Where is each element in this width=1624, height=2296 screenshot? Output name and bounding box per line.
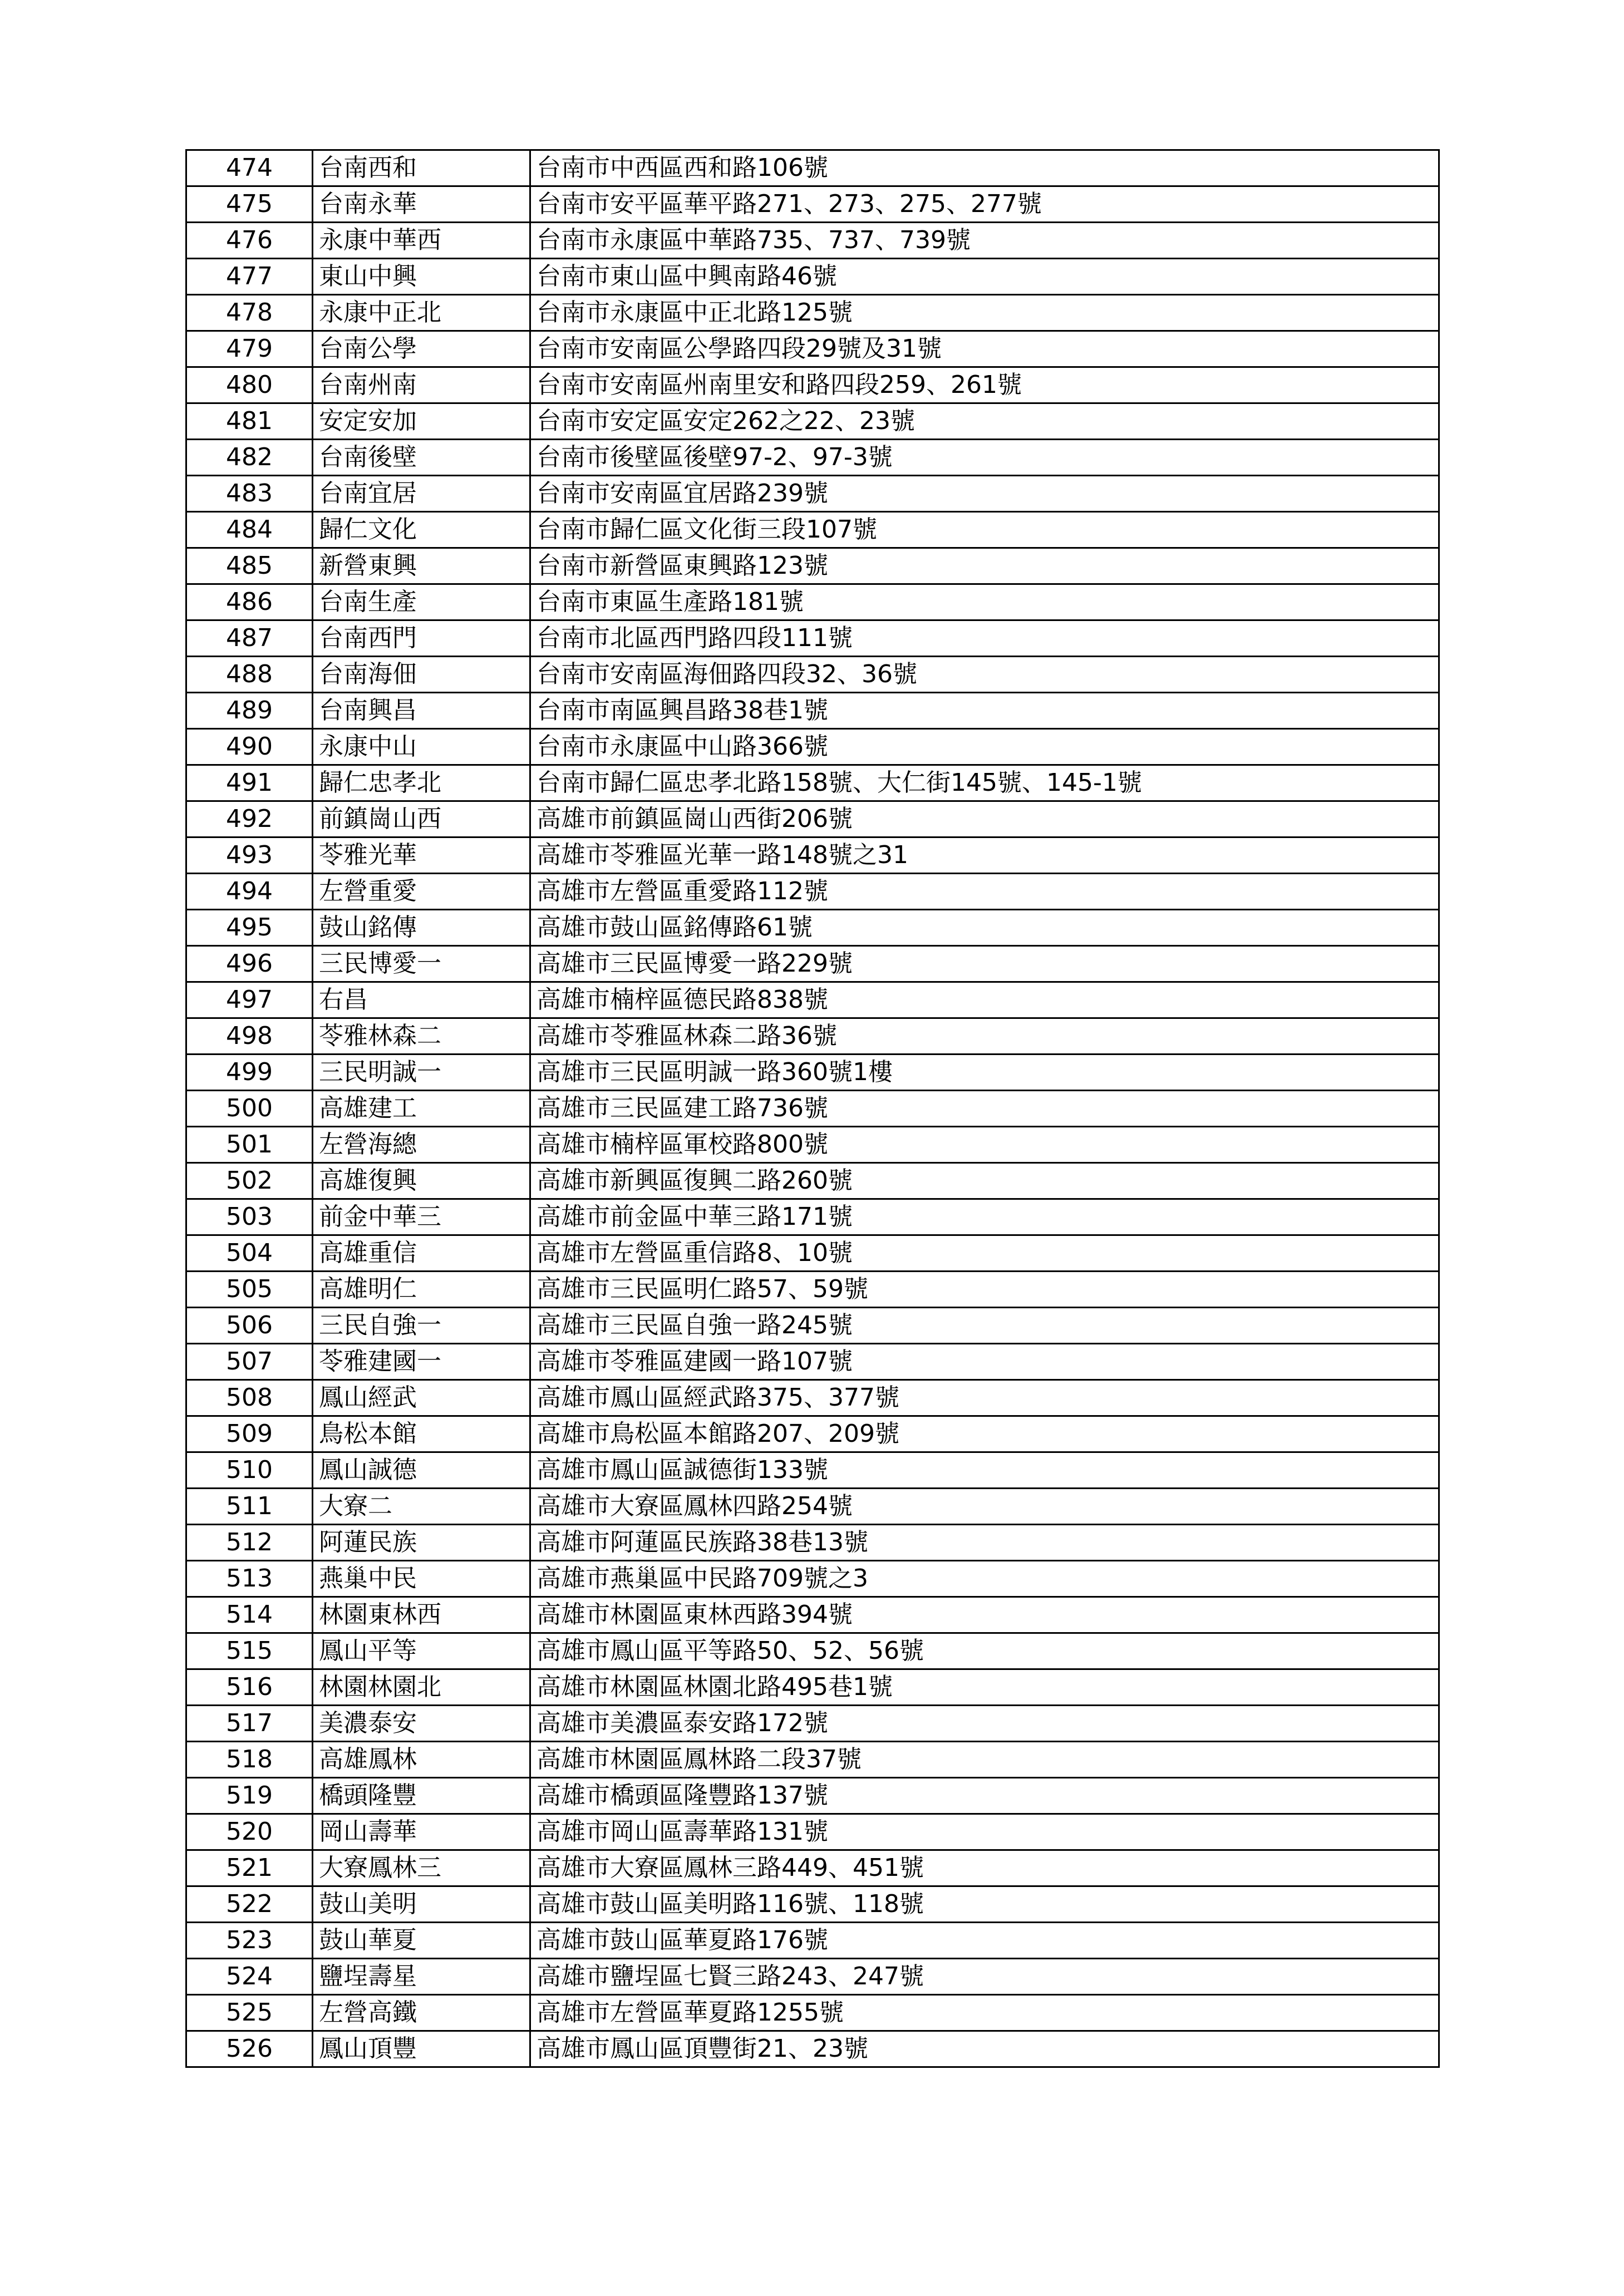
store-address-cell: 台南市北區西門路四段111號 bbox=[530, 620, 1439, 657]
table-row bbox=[186, 1706, 1439, 1742]
store-name-cell: 左營高鐵 bbox=[313, 1995, 530, 2031]
table-row bbox=[186, 1308, 1439, 1344]
store-name-cell: 大寮二 bbox=[313, 1489, 530, 1525]
row-number-cell: 481 bbox=[186, 403, 313, 440]
store-address-cell: 高雄市岡山區壽華路131號 bbox=[530, 1814, 1439, 1850]
store-name-cell: 高雄鳳林 bbox=[313, 1742, 530, 1778]
store-name-cell: 鳳山經武 bbox=[313, 1380, 530, 1416]
store-name-cell: 苓雅建國一 bbox=[313, 1344, 530, 1380]
table-row bbox=[186, 1055, 1439, 1091]
row-number-cell: 492 bbox=[186, 801, 313, 837]
store-name-cell: 台南州南 bbox=[313, 367, 530, 403]
store-name-cell: 鹽埕壽星 bbox=[313, 1959, 530, 1995]
table-row bbox=[186, 1199, 1439, 1235]
row-number-cell: 511 bbox=[186, 1489, 313, 1525]
table-row bbox=[186, 259, 1439, 295]
table-row bbox=[186, 2031, 1439, 2067]
row-number-cell: 501 bbox=[186, 1127, 313, 1163]
store-address-cell: 台南市中西區西和路106號 bbox=[530, 150, 1439, 186]
store-name-cell: 鼓山華夏 bbox=[313, 1923, 530, 1959]
row-number-cell: 517 bbox=[186, 1706, 313, 1742]
table-row bbox=[186, 1489, 1439, 1525]
table-row bbox=[186, 874, 1439, 910]
store-name-cell: 永康中山 bbox=[313, 729, 530, 765]
table-row bbox=[186, 729, 1439, 765]
table-row bbox=[186, 982, 1439, 1018]
store-name-cell: 燕巢中民 bbox=[313, 1561, 530, 1597]
store-address-cell: 高雄市左營區重信路8、10號 bbox=[530, 1235, 1439, 1272]
store-address-cell: 高雄市左營區華夏路1255號 bbox=[530, 1995, 1439, 2031]
table-row bbox=[186, 910, 1439, 946]
store-name-cell: 安定安加 bbox=[313, 403, 530, 440]
store-address-cell: 高雄市苓雅區林森二路36號 bbox=[530, 1018, 1439, 1055]
store-name-cell: 岡山壽華 bbox=[313, 1814, 530, 1850]
row-number-cell: 480 bbox=[186, 367, 313, 403]
store-address-cell: 高雄市三民區自強一路245號 bbox=[530, 1308, 1439, 1344]
row-number-cell: 489 bbox=[186, 693, 313, 729]
store-address-cell: 高雄市楠梓區軍校路800號 bbox=[530, 1127, 1439, 1163]
row-number-cell: 512 bbox=[186, 1525, 313, 1561]
table-row bbox=[186, 150, 1439, 186]
row-number-cell: 503 bbox=[186, 1199, 313, 1235]
table-row bbox=[186, 331, 1439, 367]
store-name-cell: 台南生產 bbox=[313, 584, 530, 620]
row-number-cell: 506 bbox=[186, 1308, 313, 1344]
store-name-cell: 台南西和 bbox=[313, 150, 530, 186]
store-name-cell: 左營海總 bbox=[313, 1127, 530, 1163]
table-row bbox=[186, 946, 1439, 982]
store-name-cell: 高雄明仁 bbox=[313, 1272, 530, 1308]
store-name-cell: 台南永華 bbox=[313, 186, 530, 223]
table-row bbox=[186, 403, 1439, 440]
table-row bbox=[186, 1018, 1439, 1055]
table-row bbox=[186, 620, 1439, 657]
table-row bbox=[186, 1850, 1439, 1886]
row-number-cell: 519 bbox=[186, 1778, 313, 1814]
table-row bbox=[186, 1380, 1439, 1416]
store-address-cell: 高雄市左營區重愛路112號 bbox=[530, 874, 1439, 910]
store-list-body bbox=[186, 150, 1439, 2067]
store-name-cell: 台南公學 bbox=[313, 331, 530, 367]
store-name-cell: 前金中華三 bbox=[313, 1199, 530, 1235]
table-row bbox=[186, 1633, 1439, 1669]
row-number-cell: 476 bbox=[186, 223, 313, 259]
store-name-cell: 右昌 bbox=[313, 982, 530, 1018]
table-row bbox=[186, 657, 1439, 693]
store-name-cell: 三民明誠一 bbox=[313, 1055, 530, 1091]
row-number-cell: 491 bbox=[186, 765, 313, 801]
table-row bbox=[186, 512, 1439, 548]
store-name-cell: 歸仁忠孝北 bbox=[313, 765, 530, 801]
store-address-cell: 高雄市楠梓區德民路838號 bbox=[530, 982, 1439, 1018]
store-list-table bbox=[185, 149, 1440, 2068]
table-row bbox=[186, 1923, 1439, 1959]
store-address-cell: 台南市永康區中華路735、737、739號 bbox=[530, 223, 1439, 259]
row-number-cell: 515 bbox=[186, 1633, 313, 1669]
row-number-cell: 496 bbox=[186, 946, 313, 982]
store-address-cell: 高雄市新興區復興二路260號 bbox=[530, 1163, 1439, 1199]
store-address-cell: 高雄市鳳山區頂豐街21、23號 bbox=[530, 2031, 1439, 2067]
store-address-cell: 台南市安南區公學路四段29號及31號 bbox=[530, 331, 1439, 367]
store-name-cell: 林園林園北 bbox=[313, 1669, 530, 1706]
store-address-cell: 台南市東山區中興南路46號 bbox=[530, 259, 1439, 295]
store-address-cell: 高雄市橋頭區隆豐路137號 bbox=[530, 1778, 1439, 1814]
row-number-cell: 498 bbox=[186, 1018, 313, 1055]
store-name-cell: 永康中正北 bbox=[313, 295, 530, 331]
store-name-cell: 永康中華西 bbox=[313, 223, 530, 259]
table-row bbox=[186, 1778, 1439, 1814]
table-row bbox=[186, 1597, 1439, 1633]
store-address-cell: 高雄市林園區林園北路495巷1號 bbox=[530, 1669, 1439, 1706]
table-row bbox=[186, 1452, 1439, 1489]
row-number-cell: 490 bbox=[186, 729, 313, 765]
store-name-cell: 林園東林西 bbox=[313, 1597, 530, 1633]
row-number-cell: 487 bbox=[186, 620, 313, 657]
table-row bbox=[186, 1814, 1439, 1850]
row-number-cell: 500 bbox=[186, 1091, 313, 1127]
store-address-cell: 台南市安平區華平路271、273、275、277號 bbox=[530, 186, 1439, 223]
store-address-cell: 高雄市鳳山區平等路50、52、56號 bbox=[530, 1633, 1439, 1669]
row-number-cell: 502 bbox=[186, 1163, 313, 1199]
row-number-cell: 495 bbox=[186, 910, 313, 946]
store-address-cell: 高雄市鼓山區銘傳路61號 bbox=[530, 910, 1439, 946]
store-address-cell: 台南市永康區中山路366號 bbox=[530, 729, 1439, 765]
store-address-cell: 高雄市大寮區鳳林三路449、451號 bbox=[530, 1850, 1439, 1886]
row-number-cell: 523 bbox=[186, 1923, 313, 1959]
row-number-cell: 505 bbox=[186, 1272, 313, 1308]
store-address-cell: 台南市歸仁區文化街三段107號 bbox=[530, 512, 1439, 548]
table-row bbox=[186, 1127, 1439, 1163]
store-name-cell: 鳳山平等 bbox=[313, 1633, 530, 1669]
store-address-cell: 台南市後壁區後壁97-2、97-3號 bbox=[530, 440, 1439, 476]
table-row bbox=[186, 693, 1439, 729]
store-address-cell: 台南市安南區州南里安和路四段259、261號 bbox=[530, 367, 1439, 403]
row-number-cell: 507 bbox=[186, 1344, 313, 1380]
store-address-cell: 高雄市前鎮區崗山西街206號 bbox=[530, 801, 1439, 837]
store-address-cell: 高雄市燕巢區中民路709號之3 bbox=[530, 1561, 1439, 1597]
store-name-cell: 高雄復興 bbox=[313, 1163, 530, 1199]
store-address-cell: 高雄市三民區明仁路57、59號 bbox=[530, 1272, 1439, 1308]
store-address-cell: 台南市安南區海佃路四段32、36號 bbox=[530, 657, 1439, 693]
table-row bbox=[186, 1272, 1439, 1308]
row-number-cell: 499 bbox=[186, 1055, 313, 1091]
store-list-table-wrapper bbox=[185, 149, 1440, 2068]
row-number-cell: 478 bbox=[186, 295, 313, 331]
store-address-cell: 台南市歸仁區忠孝北路158號、大仁街145號、145-1號 bbox=[530, 765, 1439, 801]
row-number-cell: 524 bbox=[186, 1959, 313, 1995]
store-address-cell: 台南市南區興昌路38巷1號 bbox=[530, 693, 1439, 729]
row-number-cell: 486 bbox=[186, 584, 313, 620]
row-number-cell: 504 bbox=[186, 1235, 313, 1272]
table-row bbox=[186, 1959, 1439, 1995]
store-name-cell: 三民博愛一 bbox=[313, 946, 530, 982]
store-address-cell: 台南市永康區中正北路125號 bbox=[530, 295, 1439, 331]
table-row bbox=[186, 1886, 1439, 1923]
store-address-cell: 高雄市鳳山區經武路375、377號 bbox=[530, 1380, 1439, 1416]
store-address-cell: 高雄市大寮區鳳林四路254號 bbox=[530, 1489, 1439, 1525]
row-number-cell: 497 bbox=[186, 982, 313, 1018]
table-row bbox=[186, 295, 1439, 331]
store-address-cell: 高雄市鼓山區華夏路176號 bbox=[530, 1923, 1439, 1959]
store-name-cell: 台南海佃 bbox=[313, 657, 530, 693]
store-address-cell: 高雄市鳥松區本館路207、209號 bbox=[530, 1416, 1439, 1452]
store-name-cell: 新營東興 bbox=[313, 548, 530, 584]
row-number-cell: 484 bbox=[186, 512, 313, 548]
row-number-cell: 513 bbox=[186, 1561, 313, 1597]
store-name-cell: 台南後壁 bbox=[313, 440, 530, 476]
store-name-cell: 前鎮崗山西 bbox=[313, 801, 530, 837]
table-row bbox=[186, 440, 1439, 476]
store-name-cell: 台南西門 bbox=[313, 620, 530, 657]
row-number-cell: 477 bbox=[186, 259, 313, 295]
store-address-cell: 台南市安定區安定262之22、23號 bbox=[530, 403, 1439, 440]
store-address-cell: 高雄市阿蓮區民族路38巷13號 bbox=[530, 1525, 1439, 1561]
store-address-cell: 高雄市三民區明誠一路360號1樓 bbox=[530, 1055, 1439, 1091]
row-number-cell: 475 bbox=[186, 186, 313, 223]
store-name-cell: 台南興昌 bbox=[313, 693, 530, 729]
table-row bbox=[186, 1561, 1439, 1597]
table-row bbox=[186, 584, 1439, 620]
row-number-cell: 494 bbox=[186, 874, 313, 910]
store-name-cell: 左營重愛 bbox=[313, 874, 530, 910]
store-address-cell: 高雄市苓雅區建國一路107號 bbox=[530, 1344, 1439, 1380]
store-address-cell: 高雄市苓雅區光華一路148號之31 bbox=[530, 837, 1439, 874]
store-name-cell: 橋頭隆豐 bbox=[313, 1778, 530, 1814]
store-address-cell: 高雄市鹽埕區七賢三路243、247號 bbox=[530, 1959, 1439, 1995]
row-number-cell: 510 bbox=[186, 1452, 313, 1489]
store-name-cell: 美濃泰安 bbox=[313, 1706, 530, 1742]
table-row bbox=[186, 1091, 1439, 1127]
table-row bbox=[186, 476, 1439, 512]
store-address-cell: 台南市東區生產路181號 bbox=[530, 584, 1439, 620]
store-address-cell: 高雄市三民區博愛一路229號 bbox=[530, 946, 1439, 982]
table-row bbox=[186, 548, 1439, 584]
store-name-cell: 高雄重信 bbox=[313, 1235, 530, 1272]
store-address-cell: 高雄市林園區東林西路394號 bbox=[530, 1597, 1439, 1633]
table-row bbox=[186, 186, 1439, 223]
table-row bbox=[186, 1995, 1439, 2031]
row-number-cell: 474 bbox=[186, 150, 313, 186]
store-address-cell: 高雄市鳳山區誠德街133號 bbox=[530, 1452, 1439, 1489]
store-name-cell: 苓雅光華 bbox=[313, 837, 530, 874]
row-number-cell: 508 bbox=[186, 1380, 313, 1416]
row-number-cell: 485 bbox=[186, 548, 313, 584]
table-row bbox=[186, 367, 1439, 403]
row-number-cell: 526 bbox=[186, 2031, 313, 2067]
store-name-cell: 鳥松本館 bbox=[313, 1416, 530, 1452]
table-row bbox=[186, 765, 1439, 801]
table-row bbox=[186, 1669, 1439, 1706]
store-name-cell: 歸仁文化 bbox=[313, 512, 530, 548]
row-number-cell: 521 bbox=[186, 1850, 313, 1886]
store-name-cell: 高雄建工 bbox=[313, 1091, 530, 1127]
store-name-cell: 三民自強一 bbox=[313, 1308, 530, 1344]
store-name-cell: 鳳山誠德 bbox=[313, 1452, 530, 1489]
table-row bbox=[186, 1416, 1439, 1452]
row-number-cell: 514 bbox=[186, 1597, 313, 1633]
row-number-cell: 518 bbox=[186, 1742, 313, 1778]
store-name-cell: 阿蓮民族 bbox=[313, 1525, 530, 1561]
store-name-cell: 苓雅林森二 bbox=[313, 1018, 530, 1055]
row-number-cell: 522 bbox=[186, 1886, 313, 1923]
table-row bbox=[186, 1525, 1439, 1561]
store-name-cell: 鳳山頂豐 bbox=[313, 2031, 530, 2067]
table-row bbox=[186, 1344, 1439, 1380]
row-number-cell: 482 bbox=[186, 440, 313, 476]
store-address-cell: 高雄市美濃區泰安路172號 bbox=[530, 1706, 1439, 1742]
store-name-cell: 鼓山銘傳 bbox=[313, 910, 530, 946]
store-name-cell: 大寮鳳林三 bbox=[313, 1850, 530, 1886]
table-row bbox=[186, 801, 1439, 837]
store-address-cell: 台南市新營區東興路123號 bbox=[530, 548, 1439, 584]
store-address-cell: 高雄市鼓山區美明路116號、118號 bbox=[530, 1886, 1439, 1923]
store-address-cell: 台南市安南區宜居路239號 bbox=[530, 476, 1439, 512]
row-number-cell: 493 bbox=[186, 837, 313, 874]
row-number-cell: 516 bbox=[186, 1669, 313, 1706]
table-row bbox=[186, 1742, 1439, 1778]
table-row bbox=[186, 837, 1439, 874]
store-name-cell: 鼓山美明 bbox=[313, 1886, 530, 1923]
store-address-cell: 高雄市林園區鳳林路二段37號 bbox=[530, 1742, 1439, 1778]
store-name-cell: 東山中興 bbox=[313, 259, 530, 295]
store-address-cell: 高雄市三民區建工路736號 bbox=[530, 1091, 1439, 1127]
store-address-cell: 高雄市前金區中華三路171號 bbox=[530, 1199, 1439, 1235]
table-row bbox=[186, 1235, 1439, 1272]
row-number-cell: 509 bbox=[186, 1416, 313, 1452]
row-number-cell: 479 bbox=[186, 331, 313, 367]
row-number-cell: 483 bbox=[186, 476, 313, 512]
table-row bbox=[186, 1163, 1439, 1199]
row-number-cell: 488 bbox=[186, 657, 313, 693]
row-number-cell: 525 bbox=[186, 1995, 313, 2031]
row-number-cell: 520 bbox=[186, 1814, 313, 1850]
table-row bbox=[186, 223, 1439, 259]
store-name-cell: 台南宜居 bbox=[313, 476, 530, 512]
